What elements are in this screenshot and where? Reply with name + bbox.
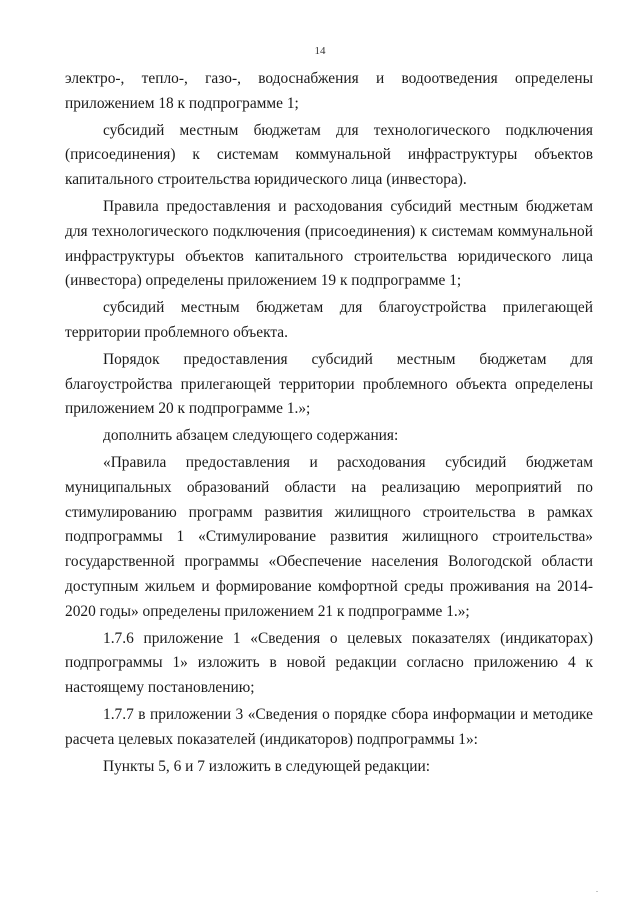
paragraph-4: субсидий местным бюджетам для благоустройства прилегающей территории проблемного объекта. [65, 299, 593, 341]
paragraph-8: 1.7.6 приложение 1 «Сведения о целевых показателях (индикаторах) подпрограммы 1» изложить в новой редакции согласно приложению 4 к настоящему постановлению; [65, 629, 593, 697]
paragraph-2: субсидий местным бюджетам для технологического подключения (присоединения) к системам коммунальной инфраструктуры объектов капитального строительства юридического лица (инвестора). [65, 121, 593, 189]
paragraph-7: «Правила предоставления и расходования субсидий бюджетам муниципальных образований области на реализацию мероприятий по стимулированию программ развития жилищного строительства в рамках подпрограммы 1 «Стимулирование развития жилищного строительства» государственной программы «Обеспечение населения Вологодской области доступным жильем и формирование комфортной среды проживания на 2014-2020 годы» определены приложением 21 к подпрограмме 1.»; [65, 453, 593, 620]
paragraph-10: Пункты 5, 6 и 7 изложить в следующей редакции: [103, 757, 431, 775]
paragraph-3: Правила предоставления и расходования субсидий местным бюджетам для технологического подключения (присоединения) к системам коммунальной инфраструктуры объектов капитального строительства юридического лица (инвестора) определены приложением 19 к подпрограмме 1; [65, 197, 593, 290]
paragraph-6: дополнить абзацем следующего содержания: [103, 427, 399, 445]
corner-mark: . [596, 885, 598, 894]
page-number: 14 [314, 45, 326, 57]
document-body [65, 67, 593, 779]
paragraph-5: Порядок предоставления субсидий местным бюджетам для благоустройства прилегающей территории проблемного объекта определены приложением 20 к подпрограмме 1.»; [65, 350, 593, 418]
paragraph-9: 1.7.7 в приложении 3 «Сведения о порядке сбора информации и методике расчета целевых показателей (индикаторов) подпрограммы 1»: [65, 705, 593, 748]
paragraph-1: электро-, тепло-, газо-, водоснабжения и водоотведения определены приложением 18 к подпрограмме 1; [65, 70, 593, 112]
